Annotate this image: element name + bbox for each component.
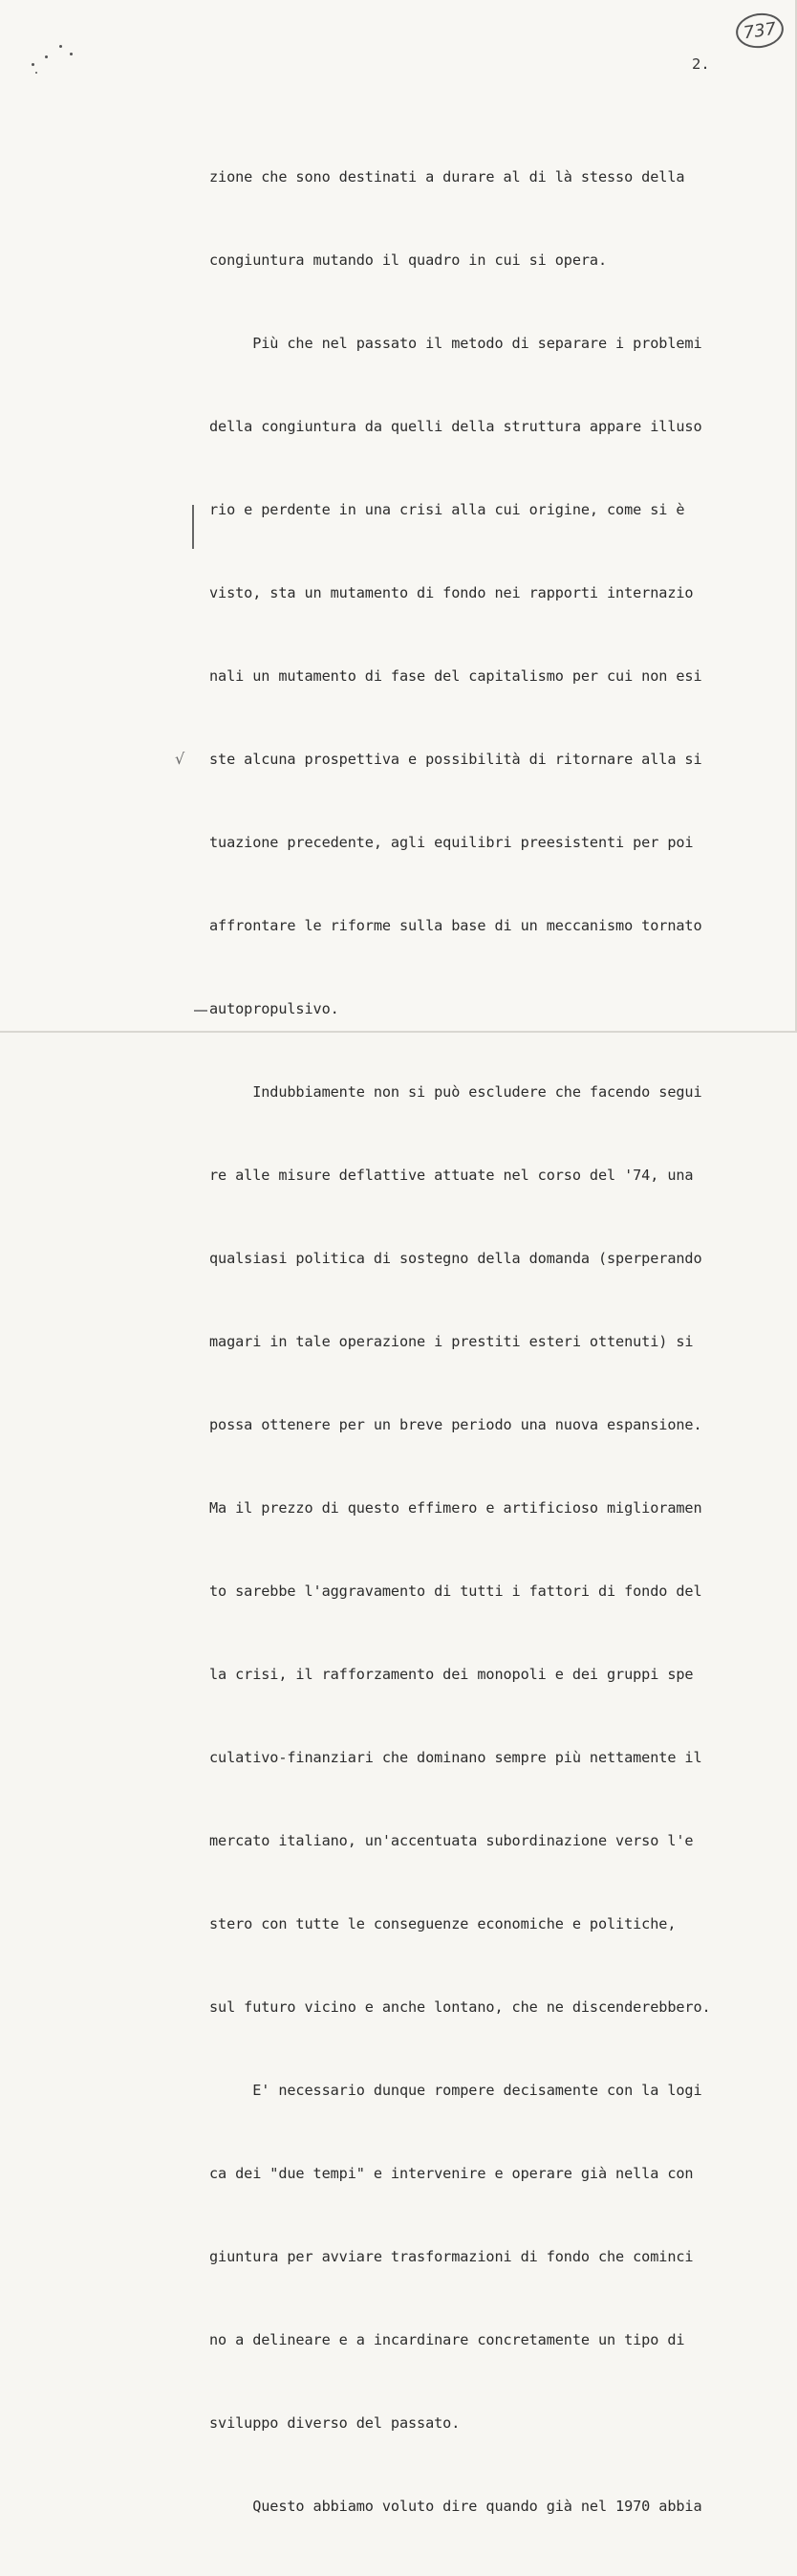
ink-speck xyxy=(32,63,34,66)
page-number: 2. xyxy=(692,55,710,73)
bottom-dash-mark xyxy=(194,1010,207,1012)
text-line: zione che sono destinati a durare al di là stesso della xyxy=(209,168,685,186)
text-line: affrontare le riforme sulla base di un meccanismo tornato xyxy=(209,917,702,934)
archive-number-stamp: 737 xyxy=(734,11,786,52)
text-line: Questo abbiamo voluto dire quando già nel 1970 abbia xyxy=(209,2498,702,2515)
text-line: re alle misure deflattive attuate nel corso del '74, una xyxy=(209,1167,694,1184)
ink-speck xyxy=(35,72,37,74)
ink-speck xyxy=(59,45,62,48)
text-line: no a delineare e a incardinare concretamente un tipo di xyxy=(209,2331,685,2348)
margin-check-mark: √ xyxy=(175,750,185,768)
text-line: ca dei "due tempi" e intervenire e operare già nella con xyxy=(209,2165,694,2182)
text-line: sul futuro vicino e anche lontano, che ne discenderebbero. xyxy=(209,1998,711,2016)
text-line: Indubbiamente non si può escludere che facendo segui xyxy=(209,1083,702,1101)
text-line: congiuntura mutando il quadro in cui si opera. xyxy=(209,251,608,269)
text-line: mercato italiano, un'accentuata subordinazione verso l'e xyxy=(209,1832,694,1849)
text-line: magari in tale operazione i prestiti esteri ottenuti) si xyxy=(209,1333,694,1350)
text-line: della congiuntura da quelli della struttura appare illuso xyxy=(209,418,702,435)
text-line: E' necessario dunque rompere decisamente con la logi xyxy=(209,2082,702,2099)
text-line: possa ottenere per un breve periodo una nuova espansione. xyxy=(209,1416,702,1433)
text-line: Ma il prezzo di questo effimero e artificioso miglioramen xyxy=(209,1499,702,1517)
text-line: ste alcuna prospettiva e possibilità di ritornare alla si xyxy=(209,751,702,768)
text-line: autopropulsivo. xyxy=(209,1000,339,1017)
text-line: to sarebbe l'aggravamento di tutti i fattori di fondo del xyxy=(209,1583,702,1600)
text-line: stero con tutte le conseguenze economiche e politiche, xyxy=(209,1915,677,1932)
text-line: sviluppo diverso del passato. xyxy=(209,2414,461,2432)
text-line: Più che nel passato il metodo di separare i problemi xyxy=(209,335,702,352)
text-line: visto, sta un mutamento di fondo nei rapporti internazio xyxy=(209,584,694,601)
typed-body-text xyxy=(209,108,773,2576)
text-line: culativo-finanziari che dominano sempre più nettamente il xyxy=(209,1749,702,1766)
ink-speck xyxy=(70,53,73,55)
text-line: tuazione precedente, agli equilibri preesistenti per poi xyxy=(209,834,694,851)
text-line: la crisi, il rafforzamento dei monopoli e dei gruppi spe xyxy=(209,1666,694,1683)
text-line: giuntura per avviare trasformazioni di fondo che cominci xyxy=(209,2248,694,2265)
text-line: rio e perdente in una crisi alla cui origine, come si è xyxy=(209,501,685,518)
ink-speck xyxy=(45,55,48,58)
text-line: nali un mutamento di fase del capitalismo per cui non esi xyxy=(209,667,702,685)
text-line: qualsiasi politica di sostegno della domanda (sperperando xyxy=(209,1250,702,1267)
margin-mark-bar xyxy=(192,505,194,549)
